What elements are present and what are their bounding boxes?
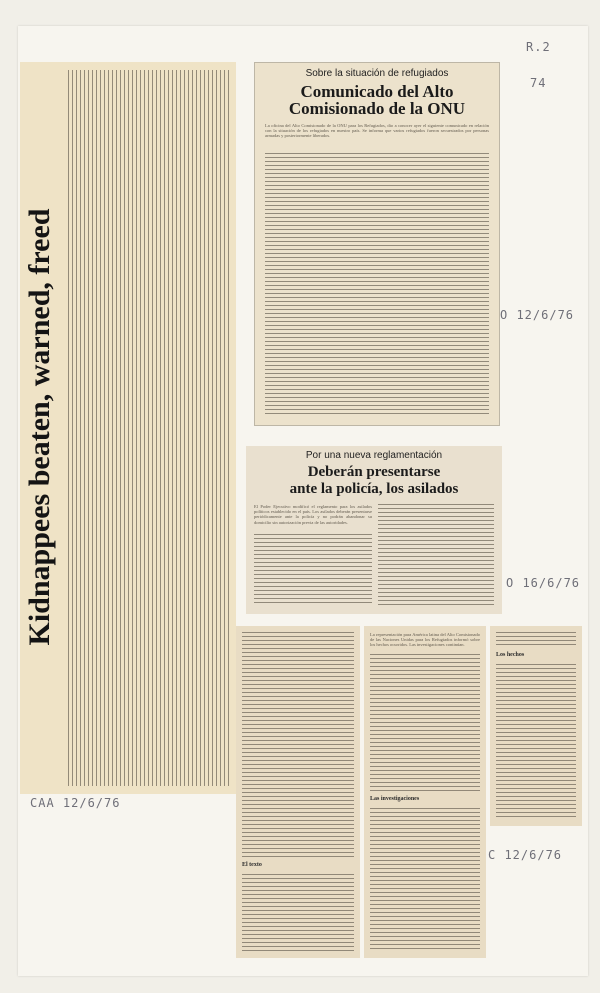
- article-headline: Comunicado del Alto Comisionado de la ONU: [288, 82, 466, 118]
- article-body: La oficina del Alto Comisionado de la ONU para los Refugiados, dio a conocer ayer el siguiente comunicado en relación con la situación de los refugiados en nuestro país. Se informa que varios refugiados fueron secuestrados por personas armadas y posteriormente liberados.: [265, 123, 489, 139]
- clipping-bottom-right: [490, 626, 582, 826]
- article-kicker: Sobre la situación de refugiados: [305, 68, 449, 79]
- article-text-lines: [496, 632, 576, 648]
- article-text-lines: [254, 534, 372, 606]
- article-text-lines: [265, 153, 489, 417]
- article-text-lines: [370, 654, 480, 792]
- handwritten-mark: 74: [530, 76, 547, 90]
- article-text-lines: [378, 504, 494, 606]
- clipping-kidnappees: [20, 62, 236, 794]
- handwritten-date: C 12/6/76: [488, 848, 563, 862]
- clipping-bottom-middle: [364, 626, 486, 958]
- clipping-bottom-left: [236, 626, 360, 958]
- article-text-lines: [242, 632, 354, 858]
- article-body: La representación para América latina del Alto Comisionado de las Naciones Unidas para los Refugiados informó sobre los hechos ocurridos. Las investigaciones continúan.: [370, 632, 480, 648]
- article-kicker: Por una nueva reglamentación: [305, 450, 443, 461]
- article-text-lines: [242, 874, 354, 952]
- clipping-comunicado: [254, 62, 500, 426]
- handwritten-date: O 16/6/76: [506, 576, 581, 590]
- article-text-lines: [496, 664, 576, 818]
- archive-sheet: [18, 26, 588, 976]
- article-text-lines: [370, 808, 480, 952]
- clipping-asilados: [246, 446, 502, 614]
- handwritten-date: O 12/6/76: [500, 308, 575, 322]
- article-subhead: Las investigaciones: [370, 796, 420, 802]
- article-subhead: El texto: [242, 862, 262, 868]
- article-columns: [68, 70, 230, 786]
- article-headline: Kidnappees beaten, warned, freed: [23, 208, 56, 646]
- article-headline: Deberán presentarse ante la policía, los asilados: [289, 464, 459, 497]
- article-body: El Poder Ejecutivo modificó el reglamento para los asilados políticos establecido en el país. Los asilados deberán presentarse periódicamente ante la policía y no podrán abandonar su domicilio sin autorización previa de las autoridades.: [254, 504, 372, 525]
- article-subhead: Los hechos: [496, 652, 525, 658]
- handwritten-mark: R.2: [526, 40, 551, 54]
- handwritten-date: CAA 12/6/76: [30, 796, 121, 810]
